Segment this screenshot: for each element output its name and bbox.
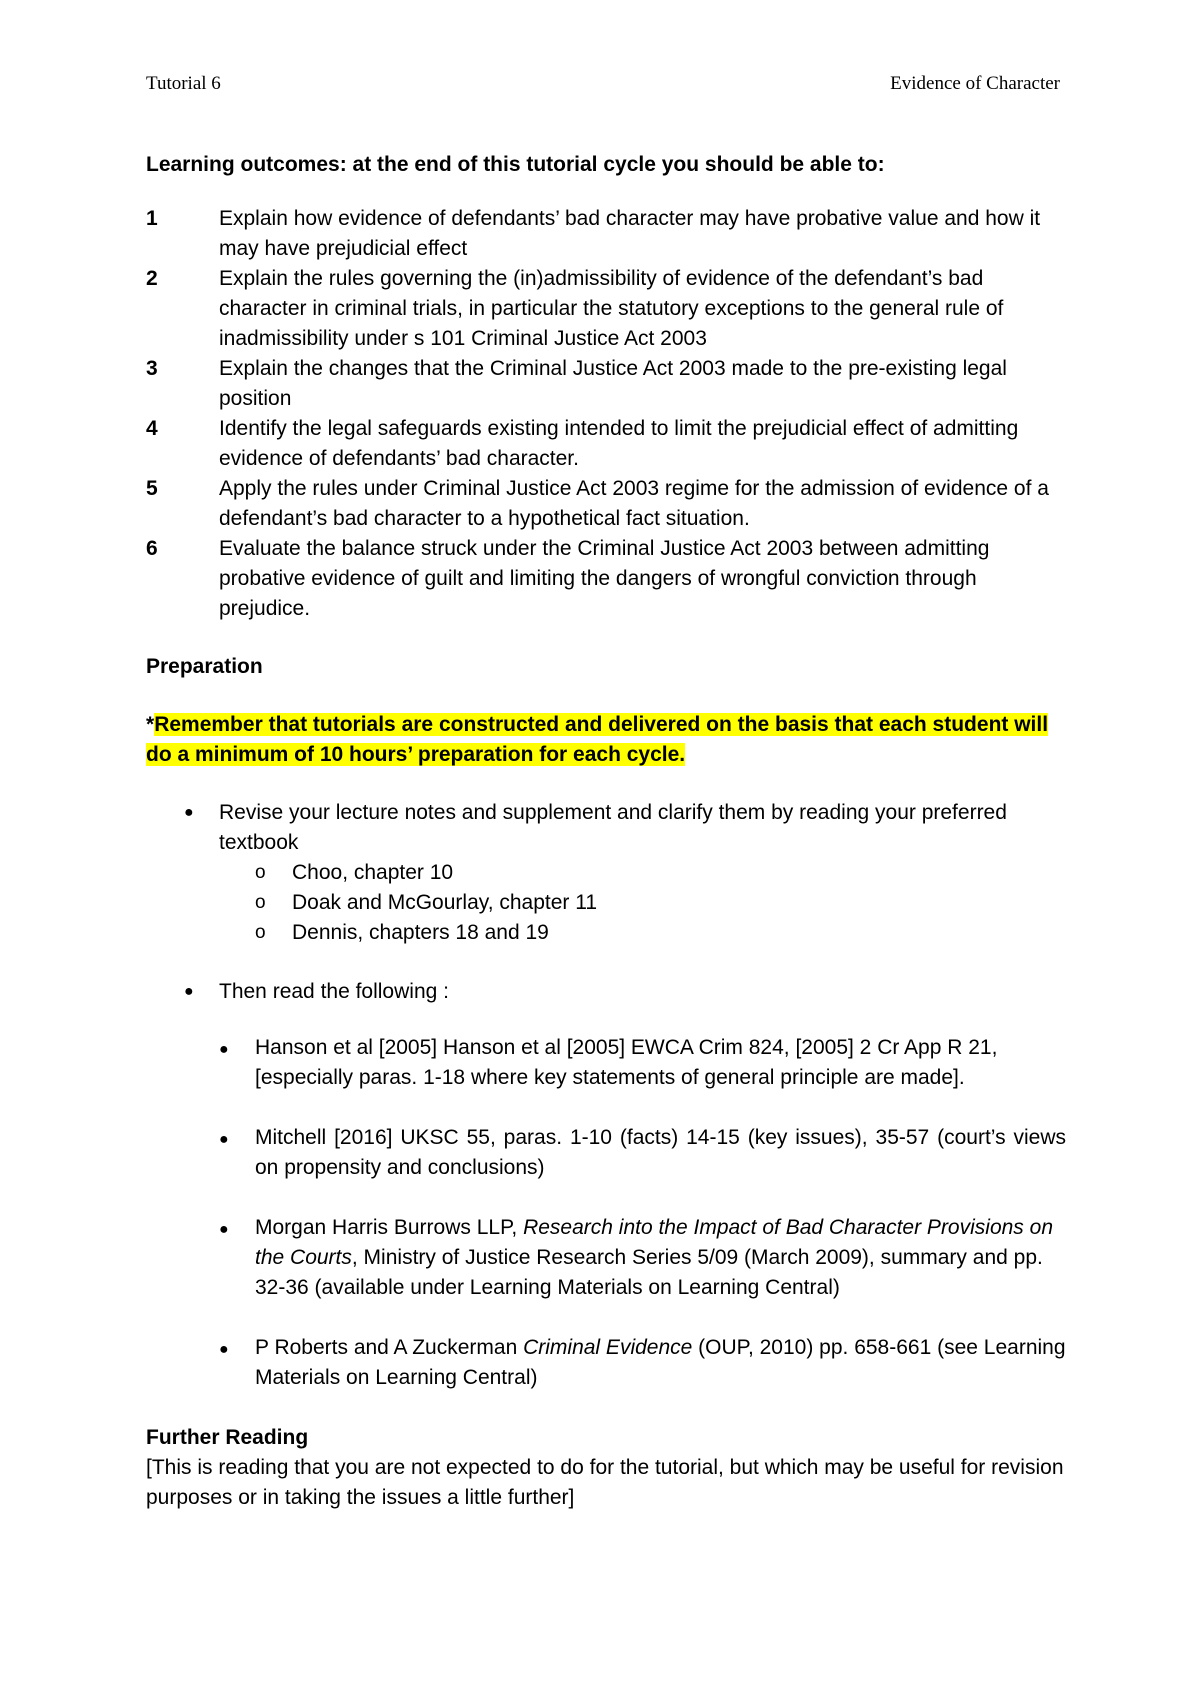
then-read-text: Then read the following : xyxy=(219,980,449,1003)
bullet-icon: ● xyxy=(184,983,194,1000)
reading-details: , Ministry of Justice Research Series 5/09 (March 2009), summary and pp. 32-36 (available under Learning Materials on Learning Central) xyxy=(255,1246,1043,1299)
revise-text: Revise your lecture notes and supplement and clarify them by reading your preferred textbook xyxy=(219,801,1007,854)
bullet-icon: ● xyxy=(219,1221,229,1238)
list-item xyxy=(146,798,1066,948)
reading-text: Mitchell [2016] UKSC 55, paras. 1-10 (facts) 14-15 (key issues), 35-57 (court’s views on propensity and conclusions) xyxy=(255,1126,1066,1179)
highlighted-note-text: Remember that tutorials are constructed and delivered on the basis that each student will do a minimum of 10 hours’ preparation for each cycle. xyxy=(146,713,1049,766)
outcome-number: 1 xyxy=(146,207,158,230)
circle-bullet-icon: o xyxy=(255,862,266,883)
bullet-icon: ● xyxy=(219,1041,229,1058)
outcome-item xyxy=(146,354,1066,414)
outcome-text: Explain how evidence of defendants’ bad character may have probative value and how it may have prejudicial effect xyxy=(219,207,1041,260)
outcome-item xyxy=(146,414,1066,474)
learning-outcomes-heading: Learning outcomes: at the end of this tutorial cycle you should be able to: xyxy=(146,153,885,176)
preparation-bullets xyxy=(146,798,1066,1009)
document-body xyxy=(146,150,1066,1513)
bullet-icon: ● xyxy=(219,1341,229,1358)
bullet-icon: ● xyxy=(184,804,194,821)
outcome-number: 3 xyxy=(146,357,158,380)
textbook-text: Choo, chapter 10 xyxy=(292,861,454,884)
outcome-item xyxy=(146,534,1066,624)
textbook-item xyxy=(219,858,1066,888)
outcome-number: 2 xyxy=(146,267,158,290)
learning-outcomes-list xyxy=(146,204,1066,624)
outcome-text: Explain the rules governing the (in)admissibility of evidence of the defendant’s bad character in criminal trials, in particular the statutory exceptions to the general rule of inadmissibility under s 101 Criminal Justice Act 2003 xyxy=(219,267,1004,350)
reading-author: Morgan Harris Burrows LLP, xyxy=(255,1216,524,1239)
outcome-item xyxy=(146,264,1066,354)
outcome-number: 6 xyxy=(146,537,158,560)
textbook-text: Dennis, chapters 18 and 19 xyxy=(292,921,549,944)
outcome-text: Evaluate the balance struck under the Criminal Justice Act 2003 between admitting probative evidence of guilt and limiting the dangers of wrongful conviction through prejudice. xyxy=(219,537,990,620)
reading-item-mitchell xyxy=(146,1123,1066,1183)
note-asterisk: * xyxy=(146,713,155,736)
reading-title: Research into the Impact of Bad Character Provisions on the Courts xyxy=(255,1216,1053,1269)
bullet-icon: ● xyxy=(219,1131,229,1148)
reading-list xyxy=(146,1033,1066,1393)
reading-author: P Roberts and A Zuckerman xyxy=(255,1336,524,1359)
preparation-heading: Preparation xyxy=(146,655,263,678)
textbook-item xyxy=(219,918,1066,948)
preparation-note xyxy=(146,710,1066,770)
further-reading-heading: Further Reading xyxy=(146,1426,309,1449)
outcome-number: 5 xyxy=(146,477,158,500)
reading-title: Criminal Evidence xyxy=(523,1336,693,1359)
circle-bullet-icon: o xyxy=(255,922,266,943)
outcome-number: 4 xyxy=(146,417,158,440)
outcome-item xyxy=(146,204,1066,264)
reading-text: Hanson et al [2005] Hanson et al [2005] EWCA Crim 824, [2005] 2 Cr App R 21, [especially paras. 1-18 where key statements of general principle are made]. xyxy=(255,1036,998,1089)
textbook-list xyxy=(219,858,1066,948)
reading-details: (OUP, 2010) pp. 658-661 (see Learning Materials on Learning Central) xyxy=(255,1336,1066,1389)
outcome-item xyxy=(146,474,1066,534)
circle-bullet-icon: o xyxy=(255,892,266,913)
textbook-item xyxy=(219,888,1066,918)
reading-item-roberts xyxy=(146,1333,1066,1393)
further-reading-note: [This is reading that you are not expected to do for the tutorial, but which may be useful for revision purposes or in taking the issues a little further] xyxy=(146,1456,1064,1509)
header-topic: Evidence of Character xyxy=(890,73,1060,94)
reading-item-hanson xyxy=(146,1033,1066,1093)
reading-item-morgan xyxy=(146,1213,1066,1303)
outcome-text: Identify the legal safeguards existing intended to limit the prejudicial effect of admitting evidence of defendants’ bad character. xyxy=(219,417,1019,470)
outcome-text: Apply the rules under Criminal Justice Act 2003 regime for the admission of evidence of a defendant’s bad character to a hypothetical fact situation. xyxy=(219,477,1049,530)
textbook-text: Doak and McGourlay, chapter 11 xyxy=(292,891,598,914)
header-tutorial-number: Tutorial 6 xyxy=(146,73,221,94)
list-item xyxy=(146,977,1066,1009)
reading-text xyxy=(255,1213,1066,1303)
reading-text xyxy=(255,1333,1066,1393)
outcome-text: Explain the changes that the Criminal Justice Act 2003 made to the pre-existing legal position xyxy=(219,357,1007,410)
